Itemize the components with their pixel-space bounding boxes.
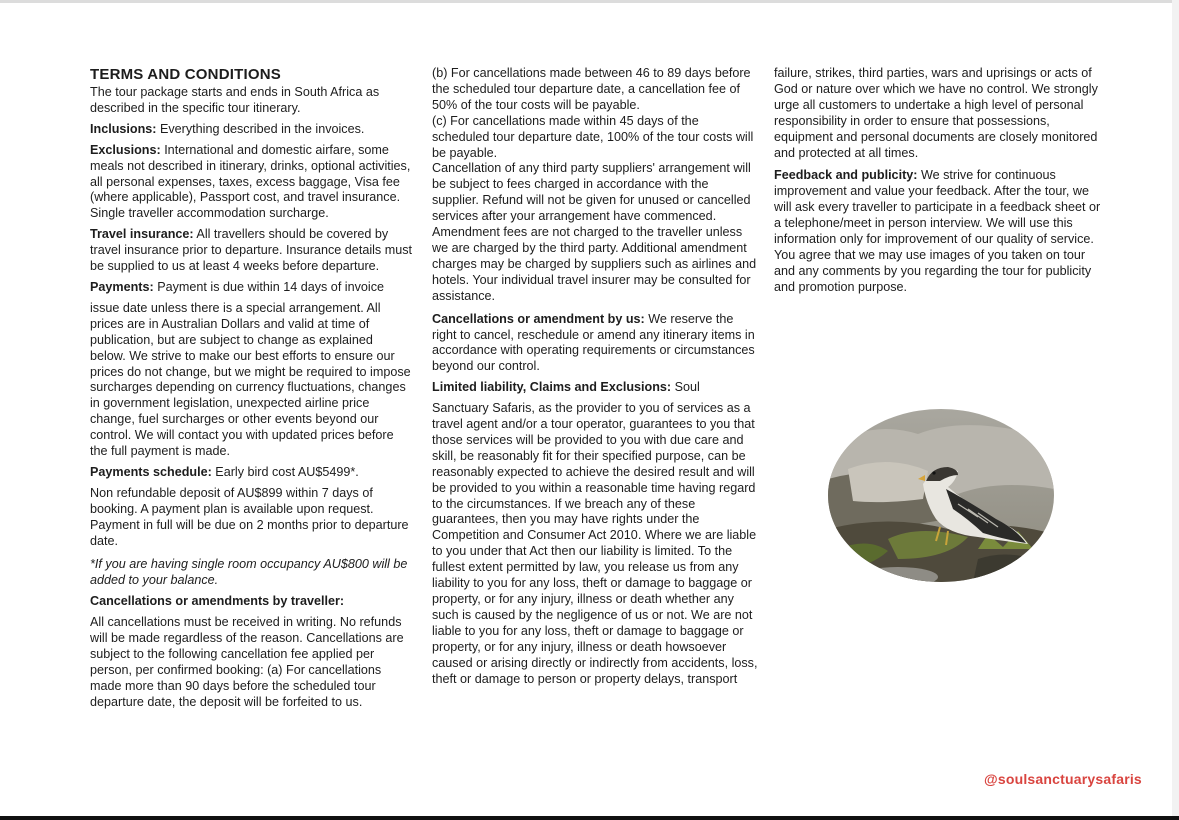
travel-insurance-heading: Travel insurance: xyxy=(90,227,194,242)
page-right-edge xyxy=(1172,0,1179,820)
exclusions-section xyxy=(90,143,412,223)
payments-section xyxy=(90,280,412,296)
column-3 xyxy=(774,66,1104,301)
payments-text: Payment is due within 14 days of invoice xyxy=(157,279,385,294)
travel-insurance-section xyxy=(90,227,412,275)
single-room-note: *If you are having single room occupancy AU$800 will be added to your balance. xyxy=(90,557,408,588)
payments-schedule-text-continued: Non refundable deposit of AU$899 within 7 days of booking. A payment plan is available upon request. Payment in full will be due on 2 months prior to departure date. xyxy=(90,485,409,548)
cancellation-clause-b: (b) For cancellations made between 46 to 89 days before the scheduled tour departure date, a cancellation fee of 50% of the tour costs will be payable. xyxy=(432,66,751,112)
payments-heading: Payments: xyxy=(90,279,154,294)
exclusions-heading: Exclusions: xyxy=(90,142,161,157)
payments-schedule-text: Early bird cost AU$5499*. xyxy=(215,464,359,479)
limited-liability-text-end: failure, strikes, third parties, wars and uprisings or acts of God or nature over which we have no control. We strongly urge all customers to undertake a high level of personal responsibility in order to ensure that possessions, equipment and personal documents are closely monitored and protected at all times. xyxy=(774,66,1098,160)
inclusions-section xyxy=(90,122,412,138)
cancellations-traveller-text: All cancellations must be received in writing. No refunds will be made regardless of the reason. Cancellations are subject to the following cancellation fee applied per person, per confirmed booking: (a) For cancellations made more than 90 days before the scheduled tour departure date, the deposit will be forfeited to us. xyxy=(90,615,404,709)
cancellations-traveller-heading-line xyxy=(90,594,412,610)
page-bottom-edge xyxy=(0,816,1179,820)
exclusions-text: International and domestic airfare, some meals not described in itinerary, drinks, optional activities, all personal expenses, taxes, excess baggage, Visa fee (where applicable), Passport cost, and travel insurance. Single traveller accommodation surcharge. xyxy=(90,142,411,221)
column-1 xyxy=(90,66,412,711)
feedback-section xyxy=(774,168,1104,295)
cancellations-us-text: We reserve the right to cancel, reschedule or amend any itinerary items in accordance with operating requirements or circumstances beyond our control. xyxy=(432,311,755,374)
payments-schedule-heading: Payments schedule: xyxy=(90,464,212,479)
cancellations-traveller-heading: Cancellations or amendments by traveller: xyxy=(90,594,345,609)
feedback-text: We strive for continuous improvement and value your feedback. After the tour, we will ask every traveller to participate in a feedback sheet or a telephone/meet in person interview. We will use this information only for improvement of our quality of service. You agree that we may use images of you taken on tour and any comments by you regarding the tour for publicity and promotion purpose. xyxy=(774,168,1101,294)
feedback-heading: Feedback and publicity: xyxy=(774,168,918,183)
page-title: TERMS AND CONDITIONS xyxy=(90,66,281,83)
limited-liability-text: Soul xyxy=(674,380,700,395)
bird-photo xyxy=(828,409,1054,582)
cancellation-clause-c: (c) For cancellations made within 45 days of the scheduled tour departure date, 100% of the tour costs will be payable. xyxy=(432,113,754,160)
column-2 xyxy=(432,66,758,687)
limited-liability-text-continued: Sanctuary Safaris, as the provider to you of services as a travel agent and/or a tour operator, guarantees to you that those services will be provided to you with due care and skill, be reasonably fit for their specified purpose, can be reasonably expected to achieve the desired result and will be provided to you within a reasonable time having regard to the circumstances. If we breach any of these guarantees, then you may have rights under the Competition and Consumer Act 2010. Where we are liable to you under that Act then our liability is limited. To the fullest extent permitted by law, you release us from any liability to you for any loss, theft or damage to baggage or property, or for any injury, illness or death whether any such is caused by the negligence of us or not. We are not liable to you for any loss, theft or damage to baggage or property, or for any injury, illness or death howsoever caused or arising directly or indirectly from accidents, loss, theft or damage to person or property delays, transport xyxy=(432,401,758,686)
cancellations-us-section xyxy=(432,312,758,376)
travel-insurance-text: All travellers should be covered by travel insurance prior to departure. Insurance details must be supplied to us at least 4 weeks before departure. xyxy=(90,227,413,274)
limited-liability-heading: Limited liability, Claims and Exclusions: xyxy=(432,380,672,395)
inclusions-text: Everything described in the invoices. xyxy=(159,121,365,136)
inclusions-heading: Inclusions: xyxy=(90,121,157,136)
social-media-handle: @soulsanctuarysafaris xyxy=(984,771,1142,787)
payments-text-continued: issue date unless there is a special arrangement. All prices are in Australian Dollars and valid at time of publication, but are subject to change as explained below. We strive to make our best efforts to ensure our prices do not change, but we might be required to impose surcharges depending on currency fluctuations, changes in government legislation, unexpected airline price change, fuel surcharges or other events beyond our control. We will contact you with updated prices before the full payment is made. xyxy=(90,300,411,459)
page-top-edge xyxy=(0,0,1179,3)
payments-schedule-section xyxy=(90,465,412,481)
intro-text: The tour package starts and ends in South Africa as described in the specific tour itinerary. xyxy=(90,85,380,115)
third-party-cancellation-text: Cancellation of any third party suppliers' arrangement will be subject to fees charged in accordance with the supplier. Refund will not be given for unused or cancelled services after your arrangement have commenced. Amendment fees are not charged to the traveller unless we are charged by the third party. Additional amendment charges may be charged by suppliers such as airlines and hotels. Your individual travel insurer may be consulted for assistance. xyxy=(432,161,757,303)
cancellations-us-heading: Cancellations or amendment by us: xyxy=(432,311,645,326)
limited-liability-section xyxy=(432,380,758,396)
